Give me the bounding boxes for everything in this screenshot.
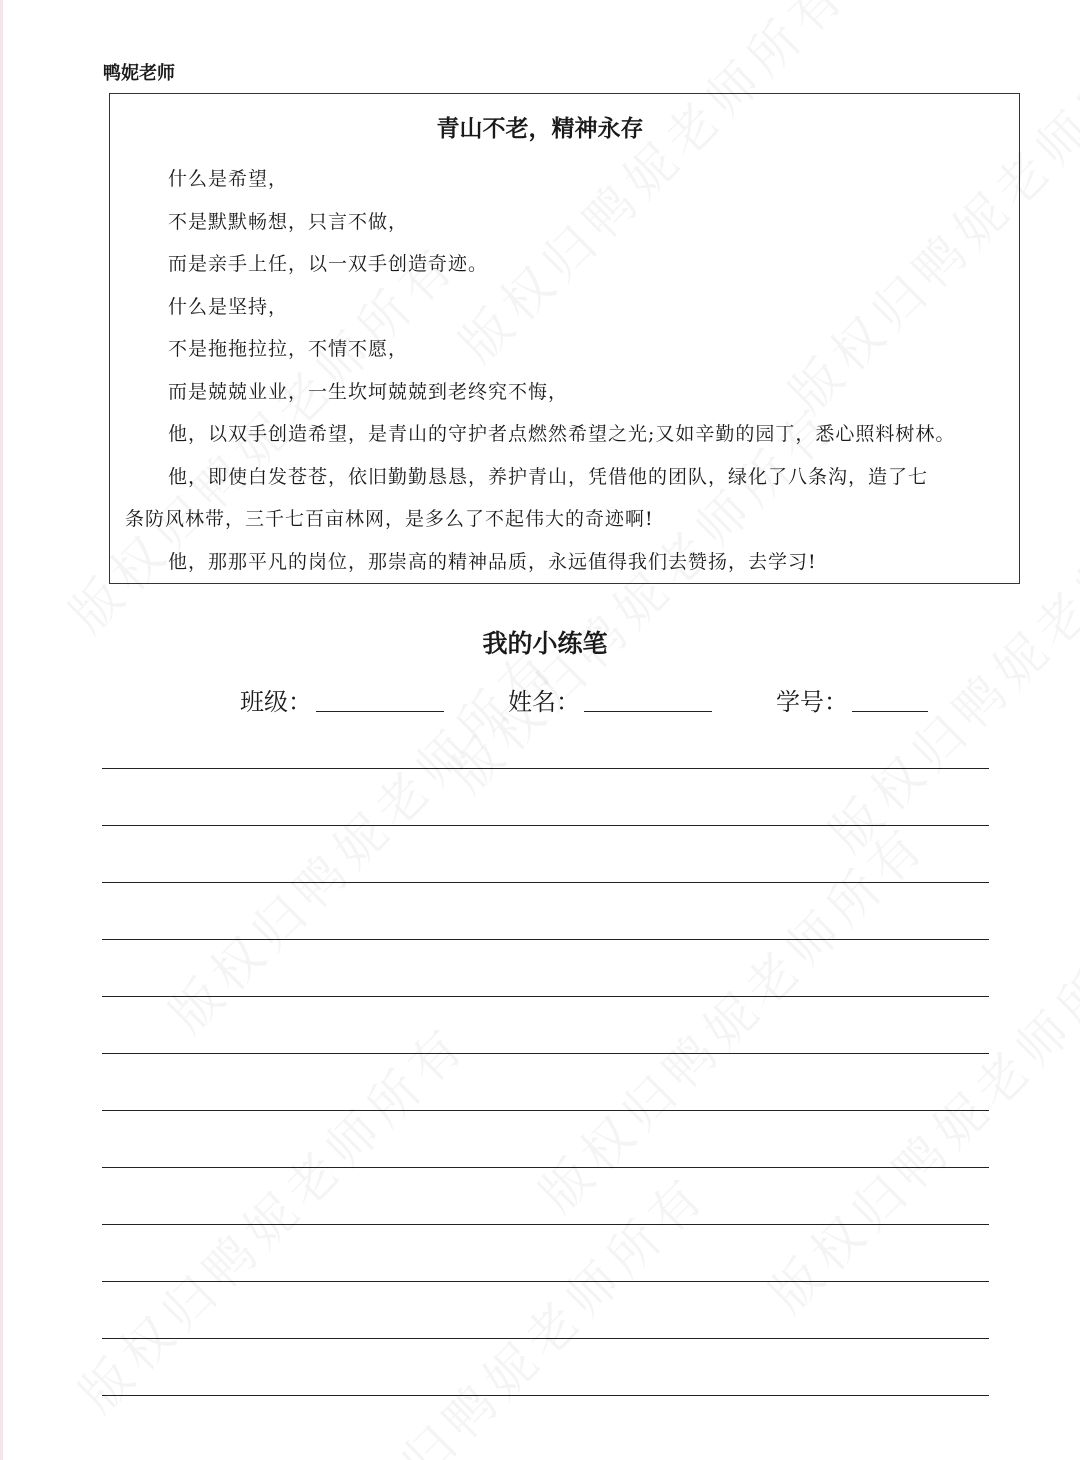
name-label: 姓名： — [508, 688, 580, 716]
writing-line[interactable] — [102, 1167, 989, 1168]
writing-line[interactable] — [102, 1281, 989, 1282]
writing-line[interactable] — [102, 768, 989, 769]
writing-line[interactable] — [102, 825, 989, 826]
poem-line: 他，以双手创造希望，是青山的守护者点燃然希望之光;又如辛勤的园丁，悉心照料树林。 — [168, 423, 956, 445]
watermark — [521, 806, 941, 1226]
page-edge — [0, 0, 3, 1460]
number-blank[interactable] — [852, 711, 928, 712]
class-label: 班级： — [240, 688, 312, 716]
poem-line: 不是默默畅想，只言不做， — [168, 211, 409, 233]
poem-line: 什么是希望， — [168, 168, 289, 190]
poem-line: 什么是坚持， — [168, 296, 289, 318]
poem-line: 而是亲手上任，以一双手创造奇迹。 — [168, 253, 489, 275]
writing-line[interactable] — [102, 882, 989, 883]
class-blank[interactable] — [316, 711, 444, 712]
poem-title: 青山不老，精神永存 — [436, 115, 644, 142]
poem-line: 而是兢兢业业，一生坎坷兢兢到老终究不悔， — [168, 381, 569, 403]
number-label: 学号： — [776, 688, 848, 716]
writing-line[interactable] — [102, 1053, 989, 1054]
poem-line: 他，那那平凡的岗位，那崇高的精神品质，永远值得我们去赞扬，去学习! — [168, 551, 817, 573]
watermark — [301, 1156, 721, 1460]
writing-line[interactable] — [102, 1110, 989, 1111]
writing-line[interactable] — [102, 1338, 989, 1339]
teacher-label: 鸭妮老师 — [103, 63, 175, 84]
name-blank[interactable] — [584, 711, 712, 712]
writing-line[interactable] — [102, 939, 989, 940]
writing-line[interactable] — [102, 1224, 989, 1225]
writing-line[interactable] — [102, 1395, 989, 1396]
poem-line: 条防风林带，三千七百亩林网，是多么了不起伟大的奇迹啊! — [125, 508, 654, 530]
writing-line[interactable] — [102, 996, 989, 997]
watermark — [751, 906, 1080, 1326]
watermark — [61, 1006, 481, 1426]
poem-line: 他，即使白发苍苍，依旧勤勤恳恳，养护青山，凭借他的团队，绿化了八条沟，造了七 — [168, 466, 929, 488]
poem-line: 不是拖拖拉拉，不情不愿， — [168, 338, 409, 360]
practice-title: 我的小练笔 — [482, 629, 608, 658]
